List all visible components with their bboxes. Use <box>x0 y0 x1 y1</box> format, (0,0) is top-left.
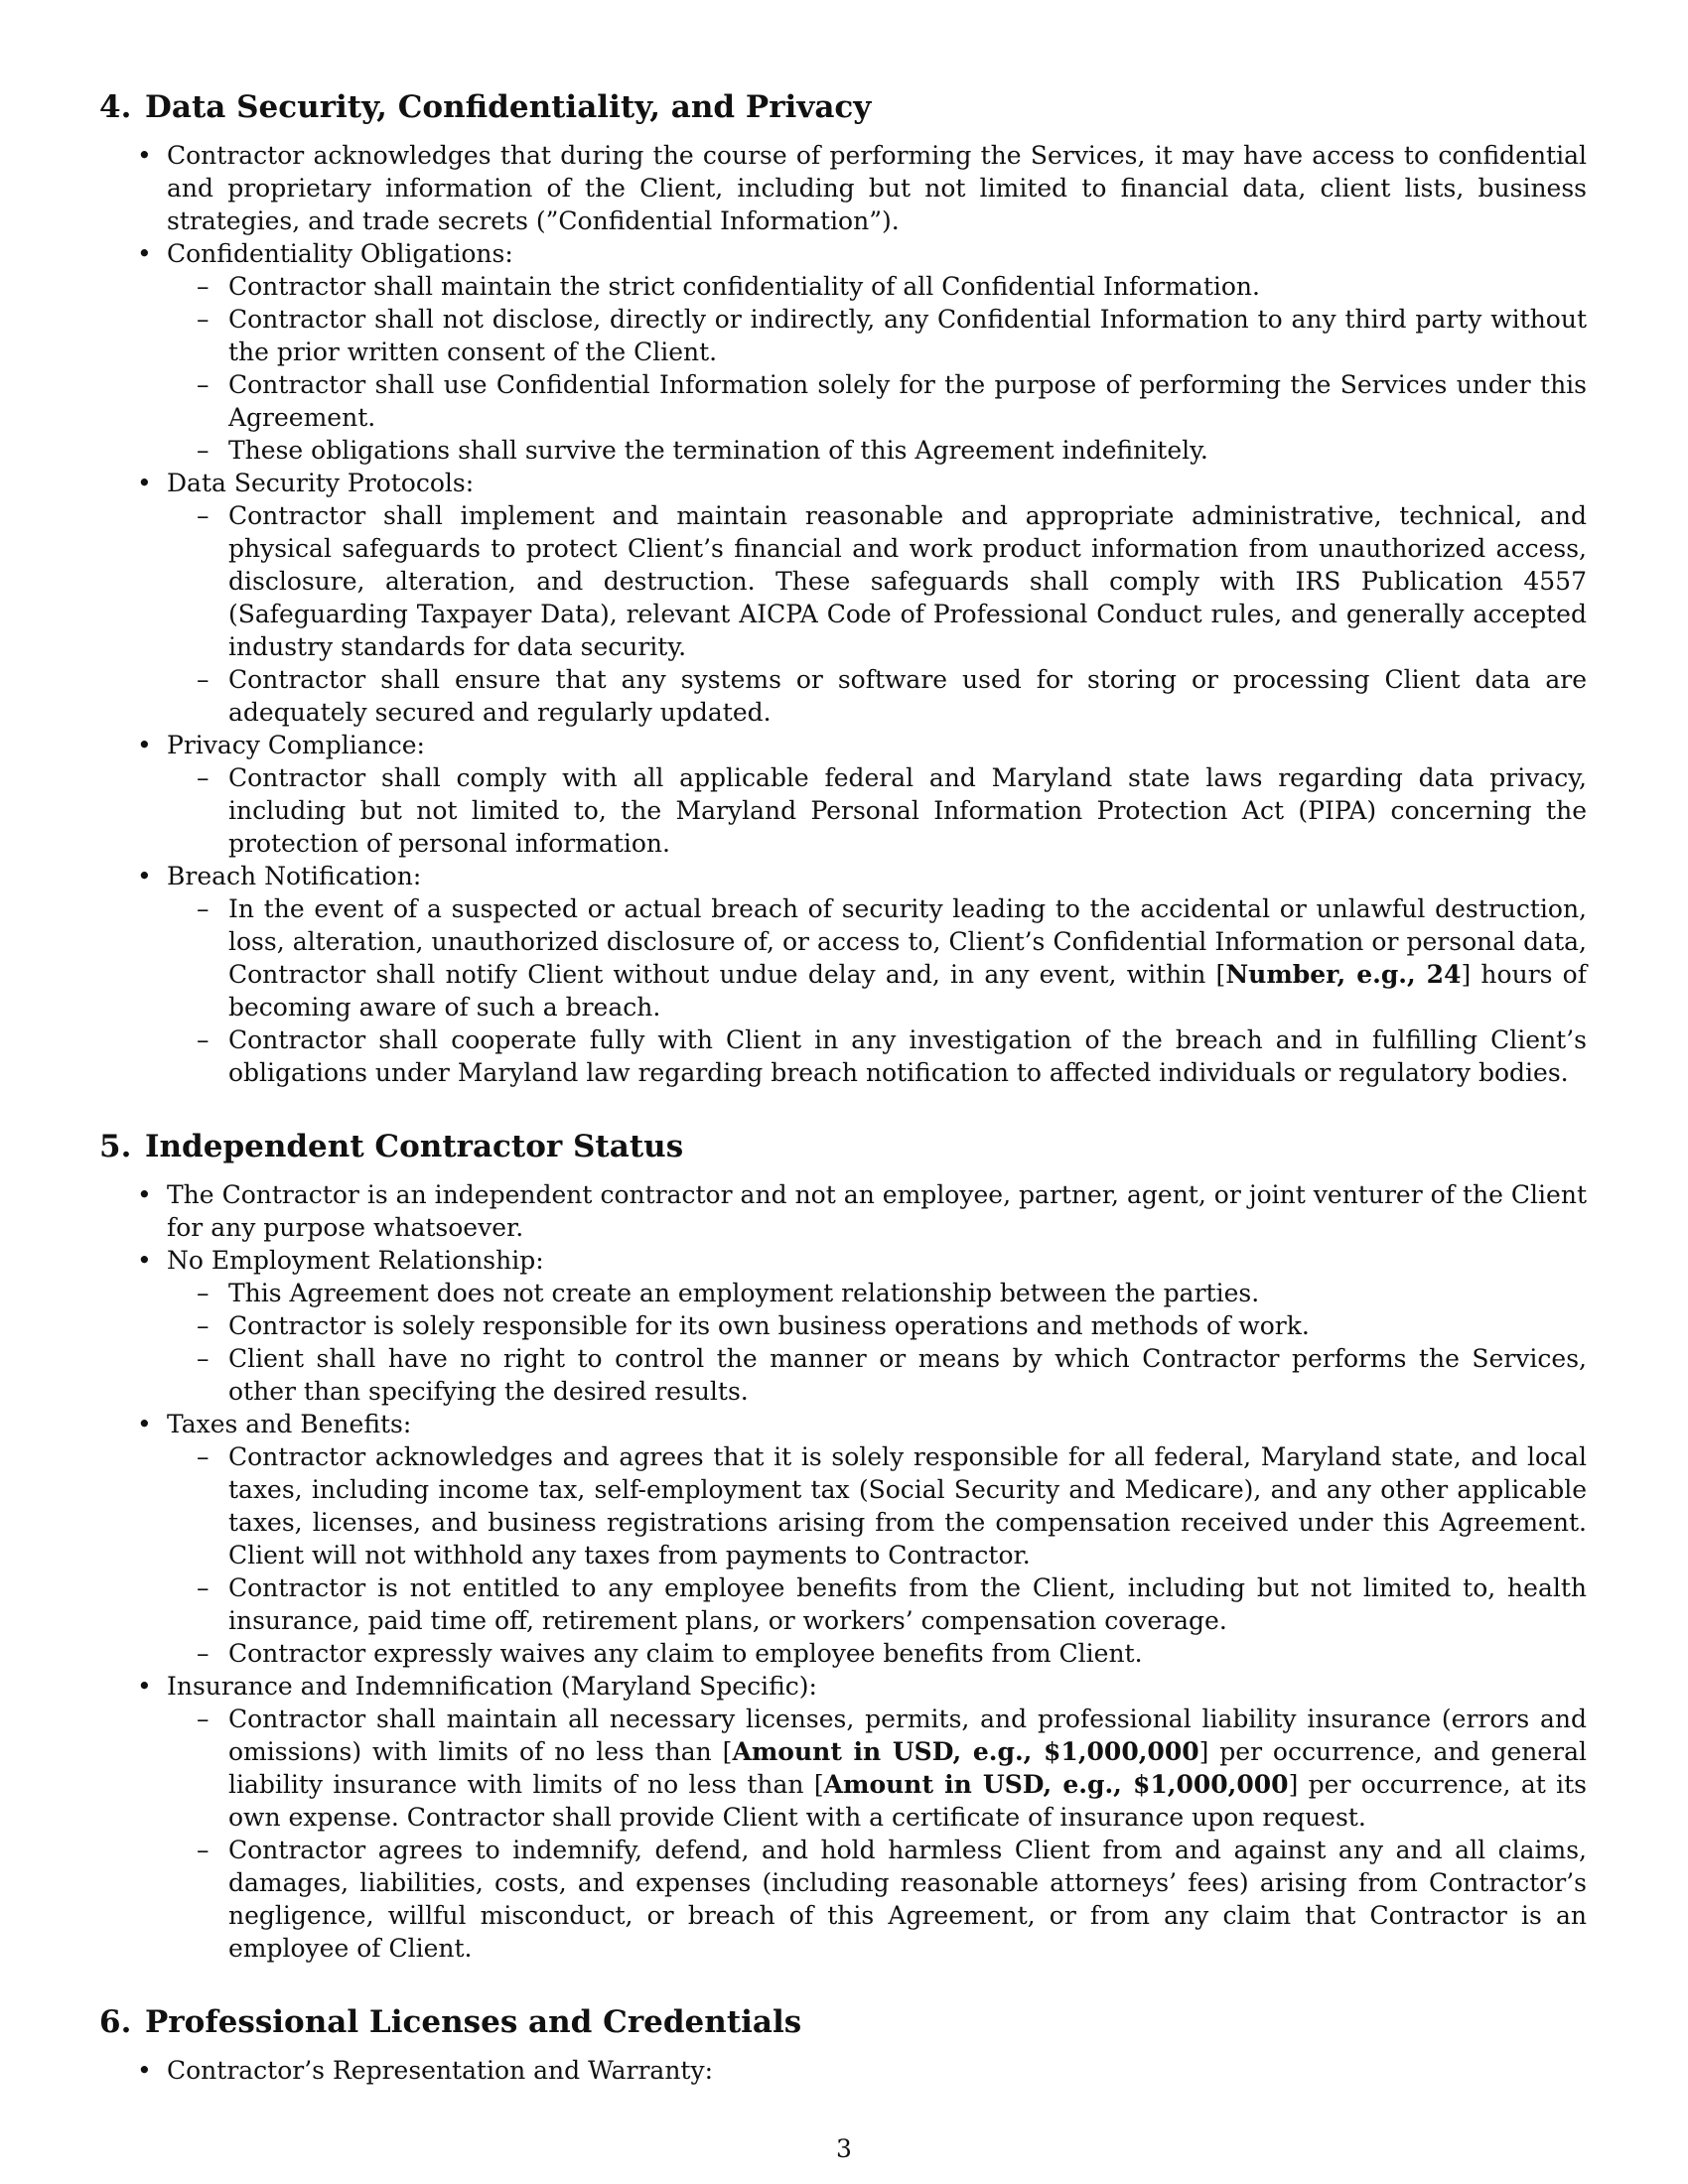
list-item <box>137 1408 1587 1670</box>
bullet-icon: • <box>137 731 152 759</box>
sub-list-item <box>197 1637 1587 1670</box>
bullet-list <box>99 139 1587 1089</box>
item-text: No Employment Relationship: <box>167 1246 544 1275</box>
list-item <box>137 2054 1587 2087</box>
list-item <box>137 1178 1587 1244</box>
sub-list-item <box>197 1834 1587 1965</box>
item-text: Contractor shall use Confidential Information solely for the purpose of performing the Services under this Agreement. <box>228 370 1587 432</box>
sub-list-item <box>197 1440 1587 1571</box>
sub-list-item <box>197 1571 1587 1637</box>
dash-icon: – <box>197 370 210 399</box>
item-text-part: ] per occurrence, and general liability insurance with limits of no less than [ <box>228 1737 1587 1799</box>
sub-list <box>167 1440 1587 1670</box>
dash-icon: – <box>197 1279 210 1307</box>
item-text: Confidentiality Obligations: <box>167 239 513 268</box>
bullet-list <box>99 1178 1587 1965</box>
item-text: Insurance and Indemnification (Maryland Specific): <box>167 1672 817 1701</box>
section <box>99 87 1587 1089</box>
bullet-icon: • <box>137 862 152 890</box>
dash-icon: – <box>197 1311 210 1340</box>
list-item <box>137 1244 1587 1408</box>
dash-icon: – <box>197 1025 210 1054</box>
dash-icon: – <box>197 894 210 923</box>
sub-list-item <box>197 499 1587 663</box>
section <box>99 2002 1587 2087</box>
dash-icon: – <box>197 1573 210 1602</box>
sub-list-item <box>197 663 1587 729</box>
section-title: Independent Contractor Status <box>145 1129 684 1164</box>
sub-list <box>167 1703 1587 1965</box>
dash-icon: – <box>197 665 210 694</box>
item-text: Contractor shall ensure that any systems or software used for storing or processing Client data are adequately secured and regularly updated. <box>228 665 1587 727</box>
item-text: Contractor acknowledges that during the course of performing the Services, it may have access to confidential and proprietary information of the Client, including but not limited to financial data, client lists, business strategies, and trade secrets (”Confidential Information”). <box>167 141 1587 235</box>
item-text-part: ] per occurrence, at its own expense. Contractor shall provide Client with a certificate of insurance upon request. <box>228 1770 1587 1832</box>
sub-list-item <box>197 1309 1587 1342</box>
sub-list <box>167 270 1587 467</box>
dash-icon: – <box>197 501 210 530</box>
placeholder-field: Amount in USD, e.g., $1,000,000 <box>823 1770 1289 1799</box>
item-text: Contractor is solely responsible for its own business operations and methods of work. <box>228 1311 1310 1340</box>
bullet-icon: • <box>137 1246 152 1275</box>
list-item <box>137 467 1587 729</box>
item-text: Contractor shall not disclose, directly or indirectly, any Confidential Information to any third party without the prior written consent of the Client. <box>228 305 1587 366</box>
dash-icon: – <box>197 1705 210 1733</box>
item-text: Contractor expressly waives any claim to employee benefits from Client. <box>228 1639 1143 1668</box>
item-text: These obligations shall survive the termination of this Agreement indefinitely. <box>228 436 1208 465</box>
section-heading <box>99 2002 1587 2042</box>
list-item <box>137 729 1587 860</box>
item-text-part: Contractor shall maintain all necessary licenses, permits, and professional liability insurance (errors and omissions) with limits of no less than [ <box>228 1705 1587 1766</box>
list-item <box>137 237 1587 467</box>
item-text-part: ] hours of becoming aware of such a breach. <box>228 960 1587 1022</box>
bullet-icon: • <box>137 469 152 497</box>
list-item <box>137 860 1587 1089</box>
section-number: 6. <box>99 2004 132 2040</box>
item-text-part: In the event of a suspected or actual breach of security leading to the accidental or unlawful destruction, loss, alteration, unauthorized disclosure of, or access to, Client’s Confidential Information or personal data, Contractor shall notify Client without undue delay and, in any event, within [ <box>228 894 1587 989</box>
item-text: Contractor shall comply with all applicable federal and Maryland state laws regarding data privacy, including but not limited to, the Maryland Personal Information Protection Act (PIPA) concerning the protection of personal information. <box>228 763 1587 858</box>
sub-list-item <box>197 1703 1587 1834</box>
sub-list-item <box>197 368 1587 434</box>
item-text: Contractor is not entitled to any employee benefits from the Client, including but not limited to, health insurance, paid time off, retirement plans, or workers’ compensation coverage. <box>228 1573 1587 1635</box>
sub-list <box>167 761 1587 860</box>
list-item <box>137 139 1587 237</box>
bullet-icon: • <box>137 1410 152 1438</box>
item-text: The Contractor is an independent contractor and not an employee, partner, agent, or joint venturer of the Client for any purpose whatsoever. <box>167 1180 1587 1242</box>
section-number: 5. <box>99 1129 132 1164</box>
item-text: Data Security Protocols: <box>167 469 475 497</box>
item-text: Breach Notification: <box>167 862 422 890</box>
placeholder-field: Amount in USD, e.g., $1,000,000 <box>732 1737 1199 1766</box>
bullet-icon: • <box>137 1180 152 1209</box>
item-text: This Agreement does not create an employment relationship between the parties. <box>228 1279 1260 1307</box>
item-text: Taxes and Benefits: <box>167 1410 412 1438</box>
dash-icon: – <box>197 305 210 334</box>
sub-list-item <box>197 434 1587 467</box>
sub-list <box>167 499 1587 729</box>
item-text: Contractor shall cooperate fully with Client in any investigation of the breach and in fulfilling Client’s obligations under Maryland law regarding breach notification to affected individuals or regulatory bodies. <box>228 1025 1587 1087</box>
bullet-icon: • <box>137 2056 152 2085</box>
sub-list-item <box>197 270 1587 303</box>
sub-list-item <box>197 1277 1587 1309</box>
bullet-list <box>99 2054 1587 2087</box>
dash-icon: – <box>197 1836 210 1864</box>
item-text: Contractor shall implement and maintain reasonable and appropriate administrative, technical, and physical safeguards to protect Client’s financial and work product information from unauthorized access, disclosure, alteration, and destruction. These safeguards shall comply with IRS Publication 4557 (Safeguarding Taxpayer Data), relevant AICPA Code of Professional Conduct rules, and generally accepted industry standards for data security. <box>228 501 1587 661</box>
item-text: Contractor’s Representation and Warranty: <box>167 2056 714 2085</box>
dash-icon: – <box>197 272 210 301</box>
section <box>99 1127 1587 1965</box>
section-heading <box>99 87 1587 127</box>
item-text: Client shall have no right to control the manner or means by which Contractor performs the Services, other than specifying the desired results. <box>228 1344 1587 1406</box>
item-text: Contractor acknowledges and agrees that it is solely responsible for all federal, Maryland state, and local taxes, including income tax, self-employment tax (Social Security and Medicare), and any other applicable taxes, licenses, and business registrations arising from the compensation received under this Agreement. Client will not withhold any taxes from payments to Contractor. <box>228 1442 1587 1570</box>
section-title: Professional Licenses and Credentials <box>145 2004 802 2040</box>
sub-list <box>167 892 1587 1089</box>
item-text: Contractor shall maintain the strict confidentiality of all Confidential Information. <box>228 272 1260 301</box>
list-item <box>137 1670 1587 1965</box>
page-number: 3 <box>836 2134 852 2163</box>
dash-icon: – <box>197 1344 210 1373</box>
dash-icon: – <box>197 1442 210 1471</box>
dash-icon: – <box>197 763 210 792</box>
section-heading <box>99 1127 1587 1166</box>
placeholder-field: Number, e.g., 24 <box>1225 960 1462 989</box>
section-number: 4. <box>99 89 132 125</box>
section-title: Data Security, Confidentiality, and Privacy <box>145 89 872 125</box>
sub-list-item <box>197 303 1587 368</box>
sub-list-item <box>197 1024 1587 1089</box>
sub-list-item <box>197 892 1587 1024</box>
bullet-icon: • <box>137 239 152 268</box>
item-text: Contractor agrees to indemnify, defend, and hold harmless Client from and against any and all claims, damages, liabilities, costs, and expenses (including reasonable attorneys’ fees) arising from Contractor’s negligence, willful misconduct, or breach of this Agreement, or from any claim that Contractor is an employee of Client. <box>228 1836 1587 1963</box>
dash-icon: – <box>197 1639 210 1668</box>
sub-list-item <box>197 1342 1587 1408</box>
bullet-icon: • <box>137 141 152 170</box>
document-page <box>99 87 1587 2124</box>
item-text: Privacy Compliance: <box>167 731 425 759</box>
bullet-icon: • <box>137 1672 152 1701</box>
sub-list-item <box>197 761 1587 860</box>
dash-icon: – <box>197 436 210 465</box>
sub-list <box>167 1277 1587 1408</box>
